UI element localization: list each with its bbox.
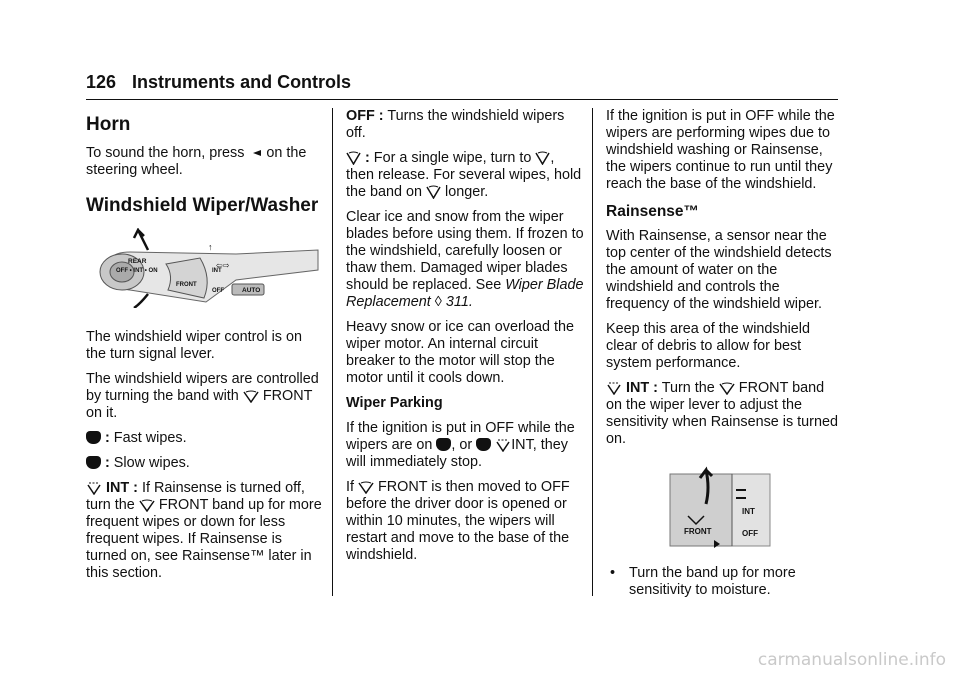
page-header (86, 72, 351, 93)
horn-icon (248, 146, 262, 160)
column-divider-1 (332, 108, 333, 596)
ice-snow-paragraph: Clear ice and snow from the wiper blades before using them. If frozen to the windshield, carefully loosen or thaw them. Damaged wiper blades should be replaced. See Wiper Blade Replacement ◊ 311. (346, 209, 584, 310)
wiper-lever-figure (86, 228, 322, 313)
column-divider-2 (592, 108, 593, 596)
svg-text:OFF: OFF (212, 288, 224, 294)
front-moved-paragraph: If FRONT is then moved to OFF before the driver door is opened or within 10 minutes, the wipers will restart and move to the base of the windshield. (346, 479, 570, 563)
mist-wiper-icon (426, 185, 441, 199)
svg-text:REAR: REAR (128, 258, 147, 265)
overload-paragraph: Heavy snow or ice can overload the wiper motor. An internal circuit breaker to the motor will stop the motor until it cools down. (346, 319, 574, 386)
off-item: OFF : Turns the windshield wipers off. (346, 108, 565, 141)
fast-wipe-icon (436, 438, 451, 451)
svg-text:↑: ↑ (208, 242, 213, 252)
svg-text:INT: INT (742, 507, 755, 516)
single-wipe-item: : For a single wipe, turn to , then release. For several wipes, hold the band on longer. (346, 150, 582, 200)
bullet-item (610, 565, 838, 599)
page-number: 126 (86, 72, 117, 92)
fast-wipe-icon (86, 431, 101, 444)
rainsense-keep-clear: Keep this area of the windshield clear of debris to allow for best system performance. (606, 321, 810, 371)
horn-heading: Horn (86, 114, 131, 135)
intermittent-wiper-icon (606, 382, 622, 395)
int-wipes-item: INT : If Rainsense is turned off, turn the FRONT band up for more frequent wipes or down for less frequent wipes. If Rainsense is turned on, see Rainsense™ later in this section. (86, 480, 322, 581)
slow-wipe-icon (476, 438, 491, 451)
front-wiper-icon (243, 390, 259, 403)
rainsense-int-item: INT : Turn the FRONT band on the wiper lever to adjust the sensitivity when Rainsense is turned on. (606, 380, 838, 447)
svg-text:AUTO: AUTO (242, 287, 261, 294)
svg-text:FRONT: FRONT (684, 527, 712, 536)
svg-text:OFF: OFF (742, 529, 758, 538)
front-wiper-icon (719, 382, 735, 395)
column-1 (86, 108, 322, 590)
header-rule (86, 99, 838, 100)
column-3 (606, 108, 838, 599)
rainsense-heading: Rainsense™ (606, 203, 700, 220)
wiper-control-band: The windshield wipers are controlled by turning the band with FRONT on it. (86, 371, 319, 421)
bullet-mark: • (610, 565, 616, 581)
section-title: Instruments and Controls (132, 72, 352, 92)
slow-wipe-icon (86, 456, 101, 469)
intermittent-wiper-icon (495, 439, 511, 452)
wiper-washer-heading: Windshield Wiper/Washer (86, 195, 319, 216)
svg-text:⇦⇨: ⇦⇨ (216, 261, 230, 270)
svg-text:INT: INT (212, 268, 222, 274)
wiper-parking-paragraph: If the ignition is put in OFF while the wipers are on , or INT, they will immediately stop. (346, 420, 575, 470)
rainsense-band-figure (666, 464, 838, 555)
column-2 (346, 108, 584, 572)
wiper-parking-heading: Wiper Parking (346, 395, 443, 411)
watermark: carmanualsonline.info (757, 650, 946, 670)
front-wiper-icon (358, 481, 374, 494)
front-wiper-icon (139, 499, 155, 512)
bullet-text: Turn the band up for more sensitivity to moisture. (629, 565, 796, 598)
fast-wipes-item: : Fast wipes. (86, 430, 322, 447)
slow-wipes-item: : Slow wipes. (86, 455, 322, 472)
mist-wiper-icon (535, 151, 550, 165)
rainsense-description: With Rainsense, a sensor near the top center of the windshield detects the amount of water on the windshield and controls the frequency of the windshield wiper. (606, 228, 832, 312)
wiper-blade-replacement-link[interactable]: Wiper Blade Replacement (346, 277, 584, 310)
svg-text:OFF • INT • ON: OFF • INT • ON (116, 268, 158, 274)
horn-paragraph: To sound the horn, press on the steering wheel. (86, 145, 307, 178)
intermittent-wiper-icon (86, 482, 102, 495)
ignition-off-paragraph: If the ignition is put in OFF while the wipers are performing wipes due to windshield washing or Rainsense, the wipers continue to run until they reach the base of the windshield. (606, 108, 835, 192)
wiper-control-location: The windshield wiper control is on the turn signal lever. (86, 329, 302, 362)
mist-wiper-icon (346, 151, 361, 165)
page-ref-icon: ◊ (434, 294, 442, 310)
svg-text:FRONT: FRONT (176, 282, 197, 288)
